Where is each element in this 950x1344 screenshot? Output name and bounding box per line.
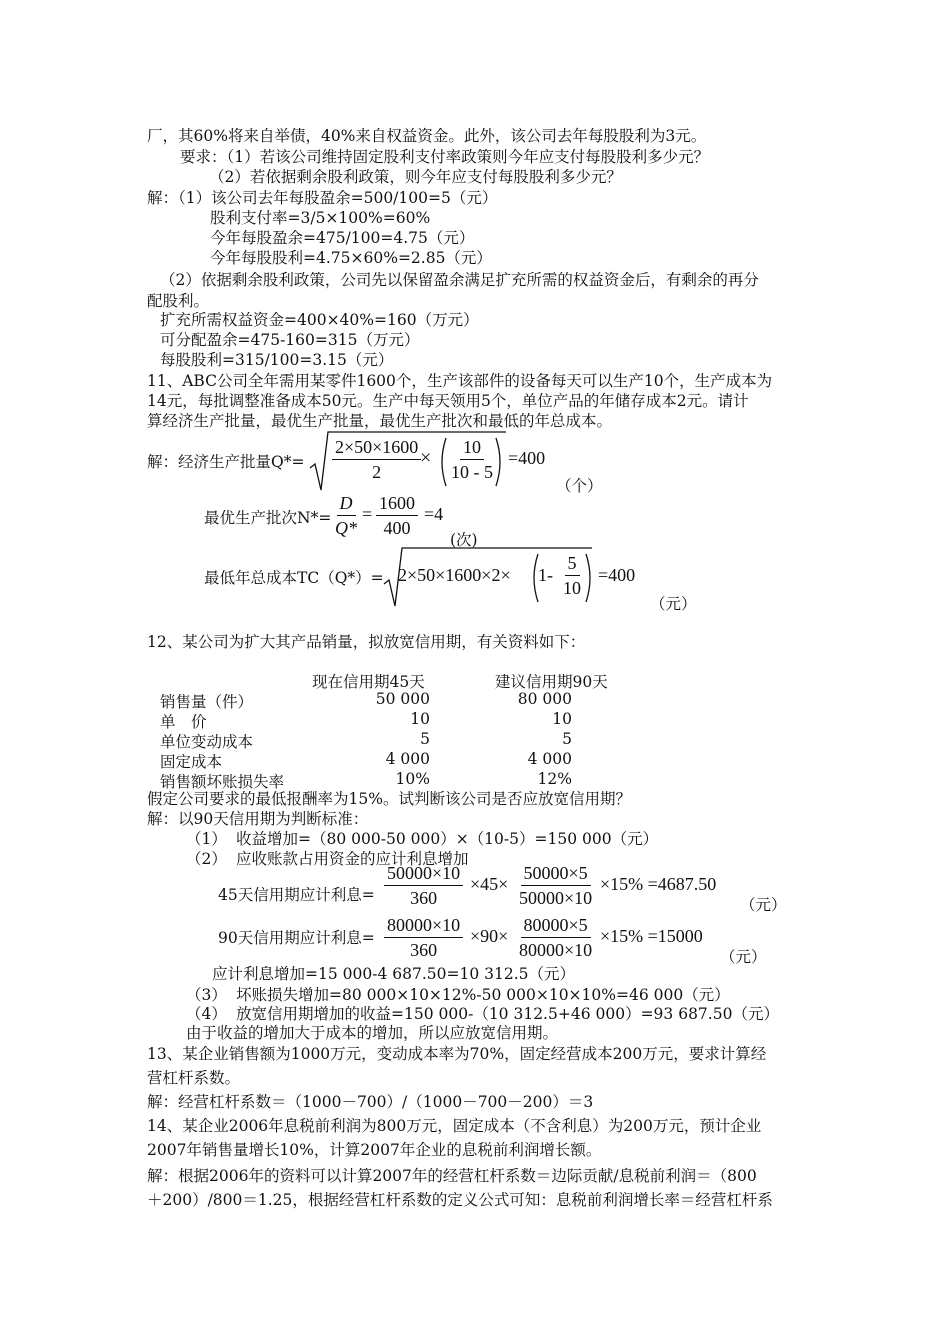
text-line: 解：根据2006年的资料可以计算2007年的经营杠杆系数＝边际贡献/息税前利润＝（800: [147, 1167, 757, 1185]
fraction: [516, 914, 595, 961]
numerator: 80000×5: [521, 914, 591, 938]
list-number: （3）: [186, 986, 227, 1004]
text-line: 算经济生产批量，最优生产批量，最优生产批次和最低的年总成本。: [147, 412, 613, 430]
unit-label: （元）: [740, 896, 787, 914]
denominator: 2: [372, 462, 382, 482]
numerator: 2×50×1600: [332, 436, 421, 460]
text-line: 应计利息增加=15 000-4 687.50=10 312.5（元）: [212, 965, 575, 983]
fraction: [376, 492, 418, 539]
text-line: 13、某企业销售额为1000万元，变动成本率为70%，固定经营成本200万元，要求计算经: [147, 1045, 767, 1063]
fraction: [384, 914, 463, 961]
denominator: 10: [563, 578, 581, 598]
numerator: 10: [460, 436, 484, 460]
text-line: 由于收益的增加大于成本的增加，所以应放宽信用期。: [186, 1024, 559, 1042]
text-line: 放宽信用期增加的收益=150 000-（10 312.5+46 000）=93 687.50（元）: [236, 1005, 779, 1023]
formula-expression: [374, 492, 420, 539]
paren-right: [494, 436, 506, 488]
text-line: 14、某企业2006年息税前利润为800万元，固定成本（不含利息）为200万元，预计企业: [147, 1117, 762, 1135]
formula-expression: [446, 436, 498, 483]
unit-label: （元）: [720, 948, 767, 966]
table-cell: 4 000: [527, 750, 572, 768]
text-line: 2007年销售量增长10%，计算2007年企业的息税前利润增长额。: [147, 1141, 602, 1159]
fraction: [560, 552, 584, 599]
fraction: [516, 862, 595, 909]
fraction: [384, 862, 463, 909]
formula-result: ×15% =15000: [600, 926, 703, 946]
text-line: ＋200）/800＝1.25，根据经营杠杆系数的定义公式可知：息税前利润增长率＝经营杠杆系: [147, 1191, 773, 1209]
table-cell: 单 价: [160, 713, 207, 731]
formula-expression: [330, 436, 423, 483]
formula-label: 45天信用期应计利息=: [218, 886, 375, 904]
text-line: 12、某公司为扩大其产品销量，拟放宽信用期，有关资料如下：: [147, 633, 586, 651]
denominator: Q*: [335, 518, 357, 538]
table-cell: 10%: [395, 770, 430, 788]
numerator: D: [337, 492, 356, 516]
list-number: （1）: [186, 830, 227, 848]
numerator: 5: [565, 552, 580, 576]
text-line: （2）若依据剩余股利政策，则今年应支付每股股利多少元？: [209, 168, 622, 186]
text-line: 应收账款占用资金的应计利息增加: [236, 850, 469, 868]
unit-label: (次): [450, 531, 478, 549]
text-line: 股利支付率=3/5×100%=60%: [210, 209, 431, 227]
text-line: 配股利。: [147, 292, 210, 310]
formula-expression: [558, 552, 586, 599]
equals-sign: =: [362, 504, 373, 524]
times-sign: ×: [420, 447, 432, 469]
text-line: 扩充所需权益资金=400×40%=160（万元）: [160, 311, 479, 329]
table-cell: 5: [420, 730, 430, 748]
text-line: 营杠杆系数。: [147, 1069, 241, 1087]
numerator: 50000×10: [384, 862, 463, 886]
formula-expression: [330, 492, 362, 539]
denominator: 360: [410, 888, 438, 908]
formula-result: =400: [598, 565, 636, 585]
formula-label: 解：经济生产批量Q*=: [147, 453, 305, 471]
table-cell: 4 000: [385, 750, 430, 768]
table-header: 现在信用期45天: [312, 673, 425, 691]
text-line: 每股股利=315/100=3.15（元）: [160, 351, 394, 369]
formula-expression: [382, 914, 465, 961]
fraction: [332, 492, 360, 539]
formula-result: ×15% =4687.50: [600, 874, 717, 894]
formula-expression: [514, 914, 597, 961]
text-line: 坏账损失增加=80 000×10×12%-50 000×10×10%=46 000（元）: [236, 986, 730, 1004]
text-line: 收益增加=（80 000-50 000）×（10-5）=150 000（元）: [236, 830, 659, 848]
text-line: 解：以90天信用期为判断标准：: [147, 810, 369, 828]
denominator: 400: [383, 518, 411, 538]
fraction: [448, 436, 496, 483]
table-cell: 12%: [537, 770, 572, 788]
denominator: 10 - 5: [451, 462, 493, 482]
formula-expression: ×45×: [470, 874, 509, 894]
numerator: 50000×5: [521, 862, 591, 886]
text-line: 今年每股股利=4.75×60%=2.85（元）: [210, 249, 492, 267]
table-cell: 50 000: [375, 690, 430, 708]
text-line: 假定公司要求的最低报酬率为15%。试判断该公司是否应放宽信用期？: [147, 790, 631, 808]
table-cell: 销售额坏账损失率: [160, 773, 285, 791]
formula-result: =400: [508, 448, 546, 468]
table-cell: 固定成本: [160, 753, 223, 771]
formula-expression: 1-: [538, 565, 553, 585]
formula-label: 最低年总成本TC（Q*）=: [204, 569, 384, 587]
text-line: 解：经营杠杆系数＝（1000－700）/（1000－700－200）＝3: [147, 1093, 594, 1111]
text-line: 可分配盈余=475-160=315（万元）: [160, 331, 420, 349]
table-cell: 10: [410, 710, 430, 728]
table-header: 建议信用期90天: [495, 673, 608, 691]
list-number: （4）: [186, 1005, 227, 1023]
formula-expression: [514, 862, 597, 909]
numerator: 80000×10: [384, 914, 463, 938]
denominator: 50000×10: [519, 888, 593, 908]
denominator: 360: [410, 940, 438, 960]
text-line: （2）依据剩余股利政策，公司先以保留盈余满足扩充所需的权益资金后，有剩余的再分: [160, 271, 759, 289]
text-line: 厂，其60%将来自举债，40%来自权益资金。此外，该公司去年每股股利为3元。: [147, 127, 707, 145]
unit-label: （元）: [650, 595, 697, 613]
text-line: 14元，每批调整准备成本50元。生产中每天领用5个，单位产品的年储存成本2元。请计: [147, 392, 749, 410]
table-cell: 销售量（件）: [160, 693, 254, 711]
text-line: 今年每股盈余=475/100=4.75（元）: [210, 229, 475, 247]
table-cell: 单位变动成本: [160, 733, 254, 751]
numerator: 1600: [376, 492, 418, 516]
formula-expression: ×90×: [470, 926, 509, 946]
list-number: （2）: [186, 850, 227, 868]
formula-result: =4: [424, 504, 444, 524]
text-line: 解：（1）该公司去年每股盈余=500/100=5（元）: [147, 189, 498, 207]
table-cell: 80 000: [517, 690, 572, 708]
paren-right: [584, 552, 596, 604]
table-cell: 5: [562, 730, 572, 748]
denominator: 80000×10: [519, 940, 593, 960]
table-cell: 10: [552, 710, 572, 728]
text-line: 要求：（1）若该公司维持固定股利支付率政策则今年应支付每股股利多少元？: [180, 148, 710, 166]
formula-expression: 2×50×1600×2×: [398, 565, 511, 585]
formula-expression: [382, 862, 465, 909]
formula-label: 90天信用期应计利息=: [218, 929, 375, 947]
fraction: [332, 436, 421, 483]
formula-label: 最优生产批次N*=: [204, 509, 332, 527]
unit-label: （个）: [556, 477, 603, 495]
text-line: 11、ABC公司全年需用某零件1600个，生产该部件的设备每天可以生产10个，生产成本为: [147, 372, 773, 390]
